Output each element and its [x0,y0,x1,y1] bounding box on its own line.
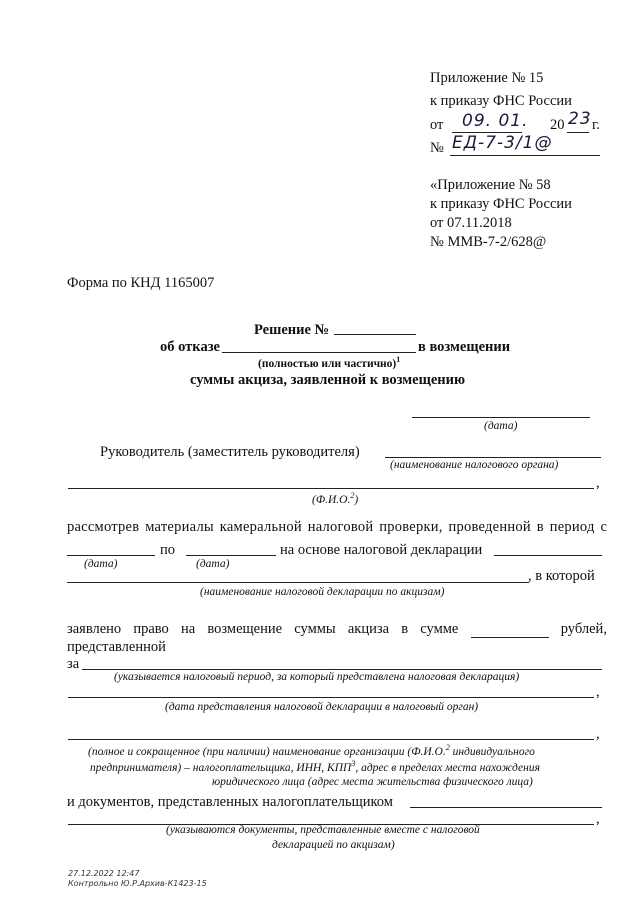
footer-stamp-line2: Контрольно Ю.Р.Архив-К1423-15 [68,879,207,888]
org-hint-1: (полное и сокращенное (при наличии) наименование организации (Ф.И.О.$^2$ индивидуального [88,743,535,758]
decl-date-line [68,697,594,698]
fio-line [68,488,594,489]
claimed-row [67,621,607,638]
po-label: по [160,542,176,558]
which-label: , в которой [528,568,595,584]
docs-comma: , [596,811,600,827]
amount-line [471,621,549,638]
refusal-line [222,352,416,353]
docs-line-1 [410,807,602,808]
appendix-year-prefix: 20 [550,117,565,133]
org-hint-2: предпринимателя) – налогоплательщика, ИНН, КПП$^3$, адрес в пределах места нахождения [90,759,540,774]
claimed-word-1: заявлено [67,621,122,637]
period-hint: (указывается налоговый период, за который представлена налоговая декларация) [114,671,520,683]
decl-name-line [67,582,529,583]
refusal-hint: (полностью или частично)$^1$ [258,355,401,370]
appendix-order: к приказу ФНС России [430,93,572,109]
decl-name-hint: (наименование налоговой декларации по акцизам) [200,586,445,598]
decision-number-line [334,334,416,335]
claimed-word-6: акциза [347,621,390,637]
appendix-year-suffix: г. [592,117,600,133]
period-to-line [186,555,276,556]
rubles-label: рублей, [560,621,607,637]
appendix-number-handwritten: ЕД-7-3/1@ [452,133,553,153]
reviewed-text: рассмотрев материалы камеральной налоговой проверки, проведенной в период с [67,519,608,535]
appendix-number-line [450,155,600,156]
decision-subject: суммы акциза, заявленной к возмещению [190,372,466,388]
tax-body-line [385,457,601,458]
appendix-from-prefix: от [430,117,444,133]
za-label: за [67,656,80,672]
docs-hint-2: декларацией по акцизам) [272,839,395,851]
claimed-word-4: возмещение [207,621,283,637]
footer-stamp-line1: 27.12.2022 12:47 [68,869,140,878]
fio-comma: , [596,475,600,491]
claimed-word-2: право [133,621,169,637]
period-line [82,669,602,670]
appendix-year-line [567,132,589,133]
claimed-word-7: в [401,621,409,637]
docs-label: и документов, представленных налогоплательщиком [67,794,393,810]
tax-body-hint: (наименование налогового органа) [390,459,559,471]
form-code: Форма по КНД 1165007 [67,275,215,291]
docs-hint-1: (указываются документы, представленные вместе с налоговой [166,824,480,836]
appendix-title: Приложение № 15 [430,70,544,86]
claimed-word-3: на [181,621,196,637]
fio-hint: (Ф.И.О.$^2$) [312,491,359,506]
decl-date-comma: , [596,684,600,700]
claimed-word-8: сумме [420,621,459,637]
org-comma: , [596,726,600,742]
refusal-suffix: в возмещении [418,339,511,355]
date-label: (дата) [484,420,518,432]
basis-line [494,555,602,556]
period-from-line [67,555,155,556]
date1-label: (дата) [84,558,118,570]
refusal-prefix: об отказе [160,339,220,355]
decision-title: Решение № [254,322,330,338]
org-line [68,739,594,740]
org-hint-3: юридического лица (адрес места жительства физического лица) [212,776,533,788]
appendix2-date: от 07.11.2018 [430,215,512,231]
appendix2-number: № ММВ-7-2/628@ [430,234,547,250]
basis-label: на основе налоговой декларации [280,542,483,558]
claimed-word-5: суммы [294,621,336,637]
date-line [412,417,590,418]
appendix-number-prefix: № [430,140,444,156]
decl-date-hint: (дата представления налоговой декларации в налоговый орган) [165,701,479,713]
appendix2-order: к приказу ФНС России [430,196,572,212]
date2-label: (дата) [196,558,230,570]
presented-label: представленной [67,639,166,655]
appendix-year-handwritten: 23 [568,109,592,129]
appendix2-title: «Приложение № 58 [430,177,551,193]
appendix-date-handwritten: 09. 01. [462,111,529,131]
head-label: Руководитель (заместитель руководителя) [100,444,360,460]
